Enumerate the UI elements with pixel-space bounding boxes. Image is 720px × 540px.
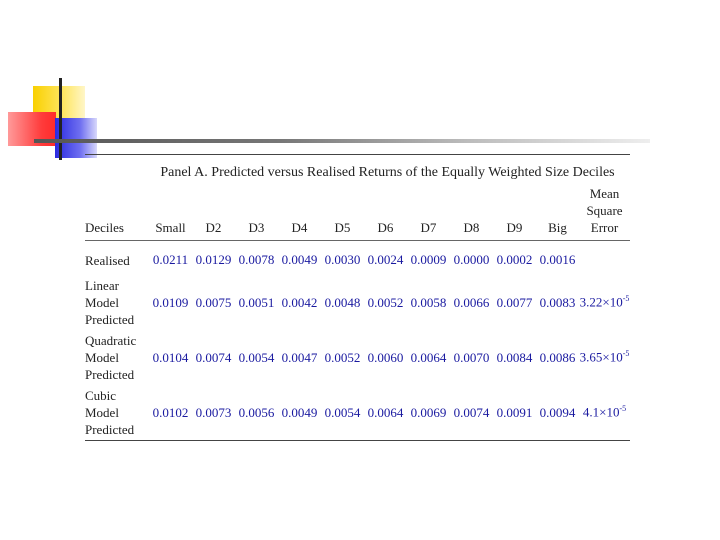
table-cell: 0.0049: [281, 252, 318, 267]
header-col: D3: [248, 220, 265, 235]
table-cell: 0.0077: [496, 294, 533, 310]
row-label: Realised: [85, 252, 130, 268]
results-panel: [85, 154, 630, 441]
header-col: D2: [205, 220, 222, 235]
table-cell: 0.0054: [324, 404, 361, 420]
header-col: Small: [155, 220, 186, 235]
mse-exponent: -5: [622, 294, 630, 304]
table-cell: 0.0016: [539, 252, 576, 267]
table-cell: 0.0086: [539, 349, 576, 365]
table-cell: 0.0047: [281, 349, 318, 365]
row-label-line: Cubic: [85, 388, 117, 403]
mse-base: 3.65×10: [579, 349, 623, 365]
mse-exponent: -5: [619, 404, 627, 414]
table-cell: 0.0030: [324, 252, 361, 267]
header-col: Big: [548, 220, 567, 235]
decor-vertical-line: [59, 78, 62, 160]
decor-horizontal-line: [34, 139, 650, 143]
row-label: [85, 385, 149, 440]
mse-exponent: -5: [622, 349, 630, 359]
mse-base: 3.22×10: [579, 294, 623, 310]
table-cell: 0.0058: [410, 294, 447, 310]
table-cell: 0.0104: [152, 349, 189, 365]
table-cell: 0.0052: [324, 349, 361, 365]
table-cell: 0.0048: [324, 294, 361, 310]
mse-cell: [579, 241, 630, 275]
row-label-line: Predicted: [85, 312, 135, 327]
panel-title: Panel A. Predicted versus Realised Returns of the Equally Weighted Size Deciles: [160, 165, 615, 180]
row-label-line: Quadratic: [85, 333, 137, 348]
table-cell: 0.0056: [238, 404, 275, 420]
row-label-line: Predicted: [85, 367, 135, 382]
table-cell: 0.0066: [453, 294, 490, 310]
mse-base: 4.1×10: [582, 404, 620, 420]
header-mse-line: Error: [590, 220, 619, 235]
table-cell: 0.0074: [195, 349, 232, 365]
table-row: [85, 385, 630, 440]
row-label: [85, 275, 149, 330]
header-mse-line: Square: [586, 203, 623, 218]
table-cell: 0.0052: [367, 294, 404, 310]
table-cell: 0.0024: [367, 252, 404, 267]
table-cell: 0.0083: [539, 294, 576, 310]
table-cell: 0.0009: [410, 252, 447, 267]
table-cell: 0.0049: [281, 404, 318, 420]
header-col: D7: [420, 220, 437, 235]
table-cell: 0.0078: [238, 252, 275, 267]
table-cell: 0.0084: [496, 349, 533, 365]
row-label-line: Model: [85, 295, 119, 310]
table-cell: 0.0211: [152, 252, 189, 267]
bottom-rule: [85, 440, 630, 441]
table-cell: 0.0091: [496, 404, 533, 420]
header-mse-line: Mean: [589, 186, 620, 201]
returns-table: [85, 184, 630, 441]
header-col: D6: [377, 220, 394, 235]
table-cell: 0.0094: [539, 404, 576, 420]
header-col: D9: [506, 220, 523, 235]
table-cell: 0.0060: [367, 349, 404, 365]
header-mse: [579, 184, 630, 240]
table-cell: 0.0073: [195, 404, 232, 420]
table-cell: 0.0102: [152, 404, 189, 420]
table-cell: 0.0002: [496, 252, 533, 267]
table-cell: 0.0000: [453, 252, 490, 267]
table-row: [85, 330, 630, 385]
table-cell: 0.0074: [453, 404, 490, 420]
row-label-line: Linear: [85, 278, 119, 293]
row-label: [85, 330, 149, 385]
header-col: D5: [334, 220, 351, 235]
header-col: D8: [463, 220, 480, 235]
table-cell: 0.0129: [195, 252, 232, 267]
table-cell: 0.0109: [152, 294, 189, 310]
table-cell: 0.0054: [238, 349, 275, 365]
table-row: [85, 275, 630, 330]
header-row: [85, 184, 630, 240]
mse-cell: [579, 330, 630, 385]
table-cell: 0.0075: [195, 294, 232, 310]
row-label-line: Model: [85, 405, 119, 420]
header-col: D4: [291, 220, 308, 235]
table-cell: 0.0051: [238, 294, 275, 310]
table-cell: 0.0070: [453, 349, 490, 365]
mse-cell: [579, 385, 630, 440]
mse-cell: [579, 275, 630, 330]
table-cell: 0.0064: [410, 349, 447, 365]
header-deciles: Deciles: [85, 220, 124, 235]
row-label-line: Model: [85, 350, 119, 365]
table-cell: 0.0042: [281, 294, 318, 310]
table-row: [85, 241, 630, 275]
table-cell: 0.0064: [367, 404, 404, 420]
table-cell: 0.0069: [410, 404, 447, 420]
row-label-line: Predicted: [85, 422, 135, 437]
